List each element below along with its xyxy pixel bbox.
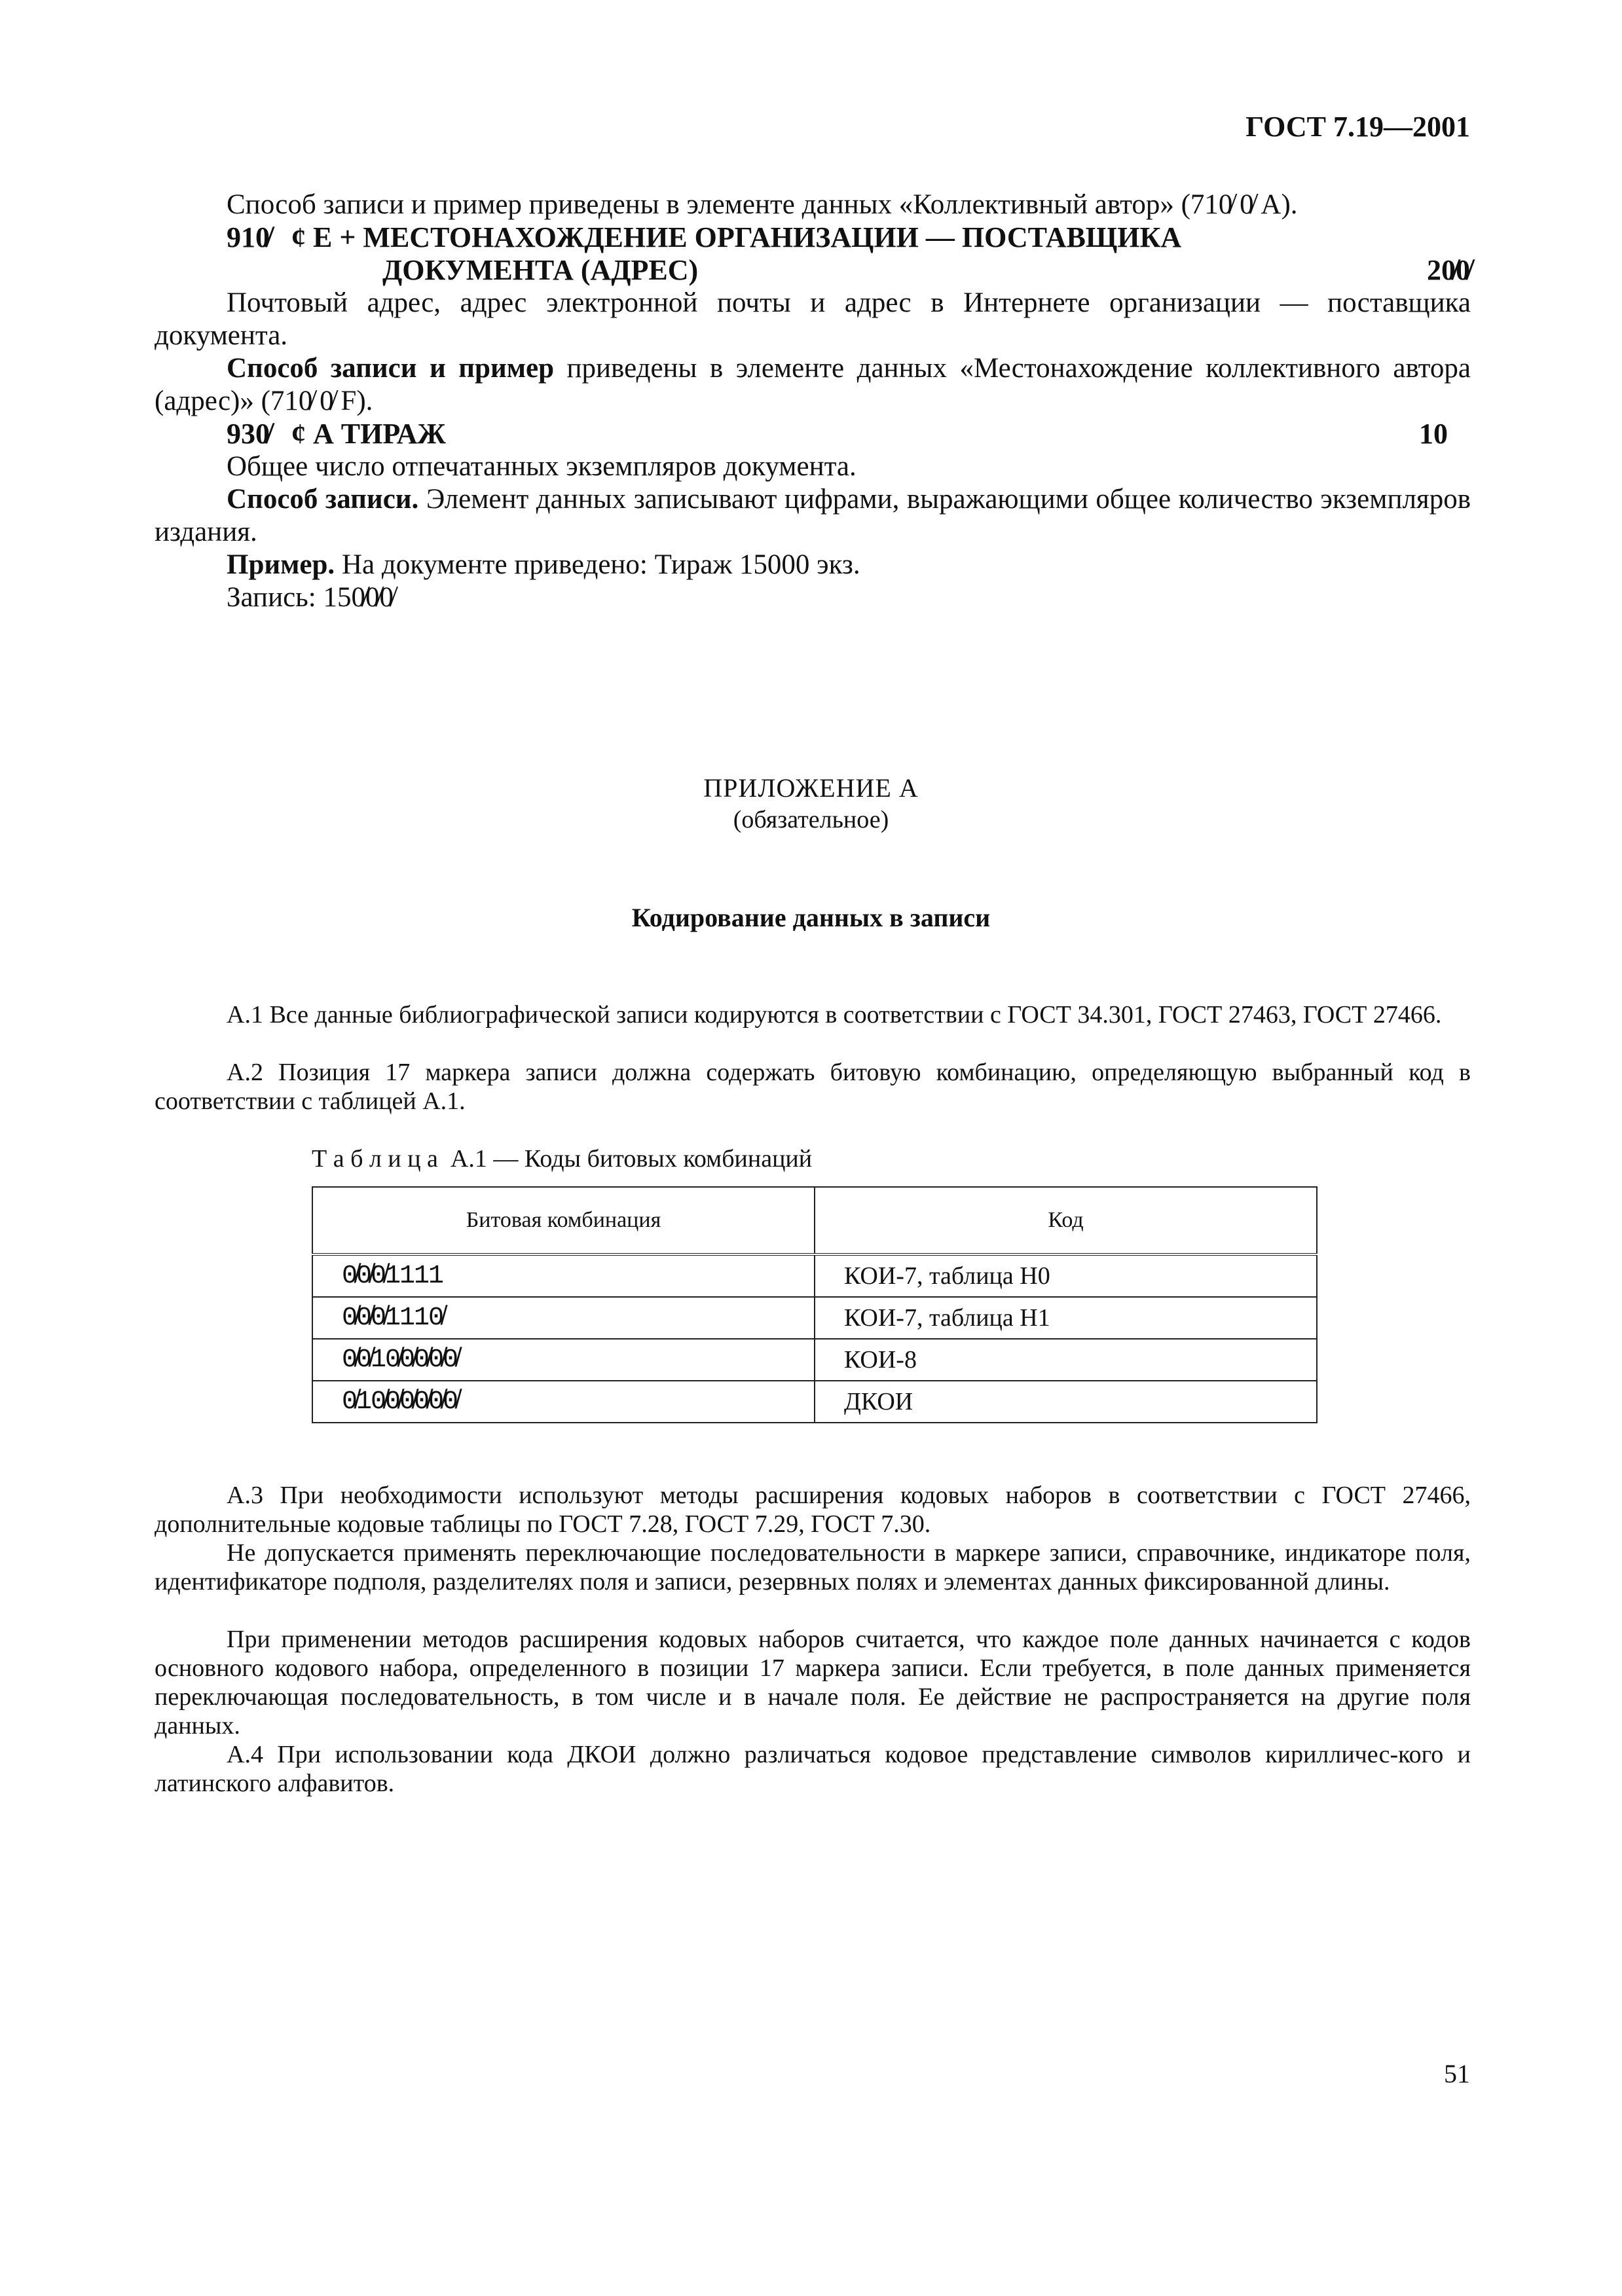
table-caption bbox=[312, 1144, 812, 1173]
field-910-length: 20̸0̸ bbox=[1427, 254, 1470, 286]
clause-a3-paragraph-2: Не допускается применять переключающие последовательности в маркере записи, справочнике, индикаторе поля, идентификаторе подполя, разделителях поля и записи, резервных полях и элементах данных фиксированной длины. bbox=[155, 1539, 1471, 1595]
method-text: Элемент данных записывают цифрами, выражающими общее количество экземпляров издания. bbox=[155, 484, 1471, 547]
appendix-title: ПРИЛОЖЕНИЕ А bbox=[703, 773, 919, 803]
field-910-title: ¢ Е + МЕСТОНАХОЖДЕНИЕ ОРГАНИЗАЦИИ — ПОСТАВЩИКА bbox=[291, 221, 1182, 253]
table-row bbox=[312, 1381, 1317, 1423]
table-row bbox=[312, 1254, 1317, 1297]
codes-table bbox=[312, 1186, 1318, 1423]
method-text: приведены в элементе данных «Местонахождение коллективного автора (адрес)» (710̸ 0̸ F). bbox=[155, 353, 1471, 416]
example-label: Пример. bbox=[227, 549, 335, 580]
code-cell: ДКОИ bbox=[815, 1381, 1317, 1423]
column-header-code: Код bbox=[815, 1187, 1317, 1254]
field-910-method bbox=[155, 352, 1471, 418]
field-930-description: Общее число отпечатанных экземпляров документа. bbox=[227, 451, 857, 482]
clause-a3-paragraph-3: При применении методов расширения кодовых наборов считается, что каждое поле данных начинается с кодов основного кодового набора, определенного в позиции 17 маркера записи. Если требуется, в поле данных применяется переключающая последовательность, в том числе и в начале поля. Ее действие не распространяется на другие поля данных. bbox=[155, 1626, 1471, 1740]
clause-a3: А.3 При необходимости используют методы расширения кодовых наборов в соответствии с ГОСТ 27466, дополнительные кодовые таблицы по ГОСТ 7.28, ГОСТ 7.29, ГОСТ 7.30. bbox=[155, 1482, 1471, 1538]
table-caption-label: Т а б л и ц а bbox=[312, 1145, 438, 1173]
bits-cell: 0̸0̸0̸1110̸ bbox=[312, 1297, 815, 1339]
code-cell: КОИ-7, таблица Н1 bbox=[815, 1297, 1317, 1339]
page-number: 51 bbox=[1444, 2059, 1470, 2088]
appendix-subtitle: (обязательное) bbox=[733, 806, 889, 833]
field-930-title: ¢ А ТИРАЖ bbox=[291, 418, 446, 450]
bits-cell: 0̸0̸10̸0̸0̸0̸0̸ bbox=[312, 1339, 815, 1381]
standard-code: ГОСТ 7.19—2001 bbox=[1245, 111, 1470, 143]
field-910-heading bbox=[227, 221, 1181, 254]
paragraph-method-reference: Способ записи и пример приведены в элементе данных «Коллективный автор» (710̸ 0̸ А). bbox=[227, 189, 1298, 220]
record-paragraph: Запись: 150̸0̸0̸ bbox=[227, 582, 394, 613]
clause-a1: А.1 Все данные библиографической записи кодируются в соответствии с ГОСТ 34.301, ГОСТ 27463, ГОСТ 27466. bbox=[227, 1001, 1442, 1029]
clause-a2: А.2 Позиция 17 маркера записи должна содержать битовую комбинацию, определяющую выбранный код в соответствии с таблицей А.1. bbox=[155, 1059, 1471, 1115]
column-header-bits: Битовая комбинация bbox=[312, 1187, 815, 1254]
field-910-title-line2: ДОКУМЕНТА (АДРЕС) bbox=[382, 254, 699, 286]
method-label: Способ записи и пример bbox=[227, 353, 555, 384]
field-930-heading bbox=[227, 418, 446, 450]
method-label: Способ записи. bbox=[227, 484, 419, 515]
field-930-tag: 930̸ bbox=[227, 418, 270, 450]
field-910-tag: 910̸ bbox=[227, 221, 270, 253]
field-930-length: 10 bbox=[1419, 418, 1448, 450]
field-910-description: Почтовый адрес, адрес электронной почты и адрес в Интернете организации — поставщика документа. bbox=[155, 287, 1471, 351]
bits-cell: 0̸0̸0̸1111 bbox=[312, 1254, 815, 1297]
example-text: На документе приведено: Тираж 15000 экз. bbox=[335, 549, 860, 580]
example-paragraph bbox=[155, 549, 1471, 581]
appendix-heading: Кодирование данных в записи bbox=[631, 903, 991, 932]
code-cell: КОИ-8 bbox=[815, 1339, 1317, 1381]
table-row bbox=[312, 1297, 1317, 1339]
table-row bbox=[312, 1339, 1317, 1381]
clause-a4: А.4 При использовании кода ДКОИ должно различаться кодовое представление символов кирилличес-кого и латинского алфавитов. bbox=[155, 1741, 1471, 1797]
bits-cell: 0̸10̸0̸0̸0̸0̸0̸ bbox=[312, 1381, 815, 1423]
field-930-method bbox=[155, 483, 1471, 549]
table-caption-text: А.1 — Коды битовых комбинаций bbox=[450, 1145, 813, 1173]
code-cell: КОИ-7, таблица Н0 bbox=[815, 1254, 1317, 1297]
